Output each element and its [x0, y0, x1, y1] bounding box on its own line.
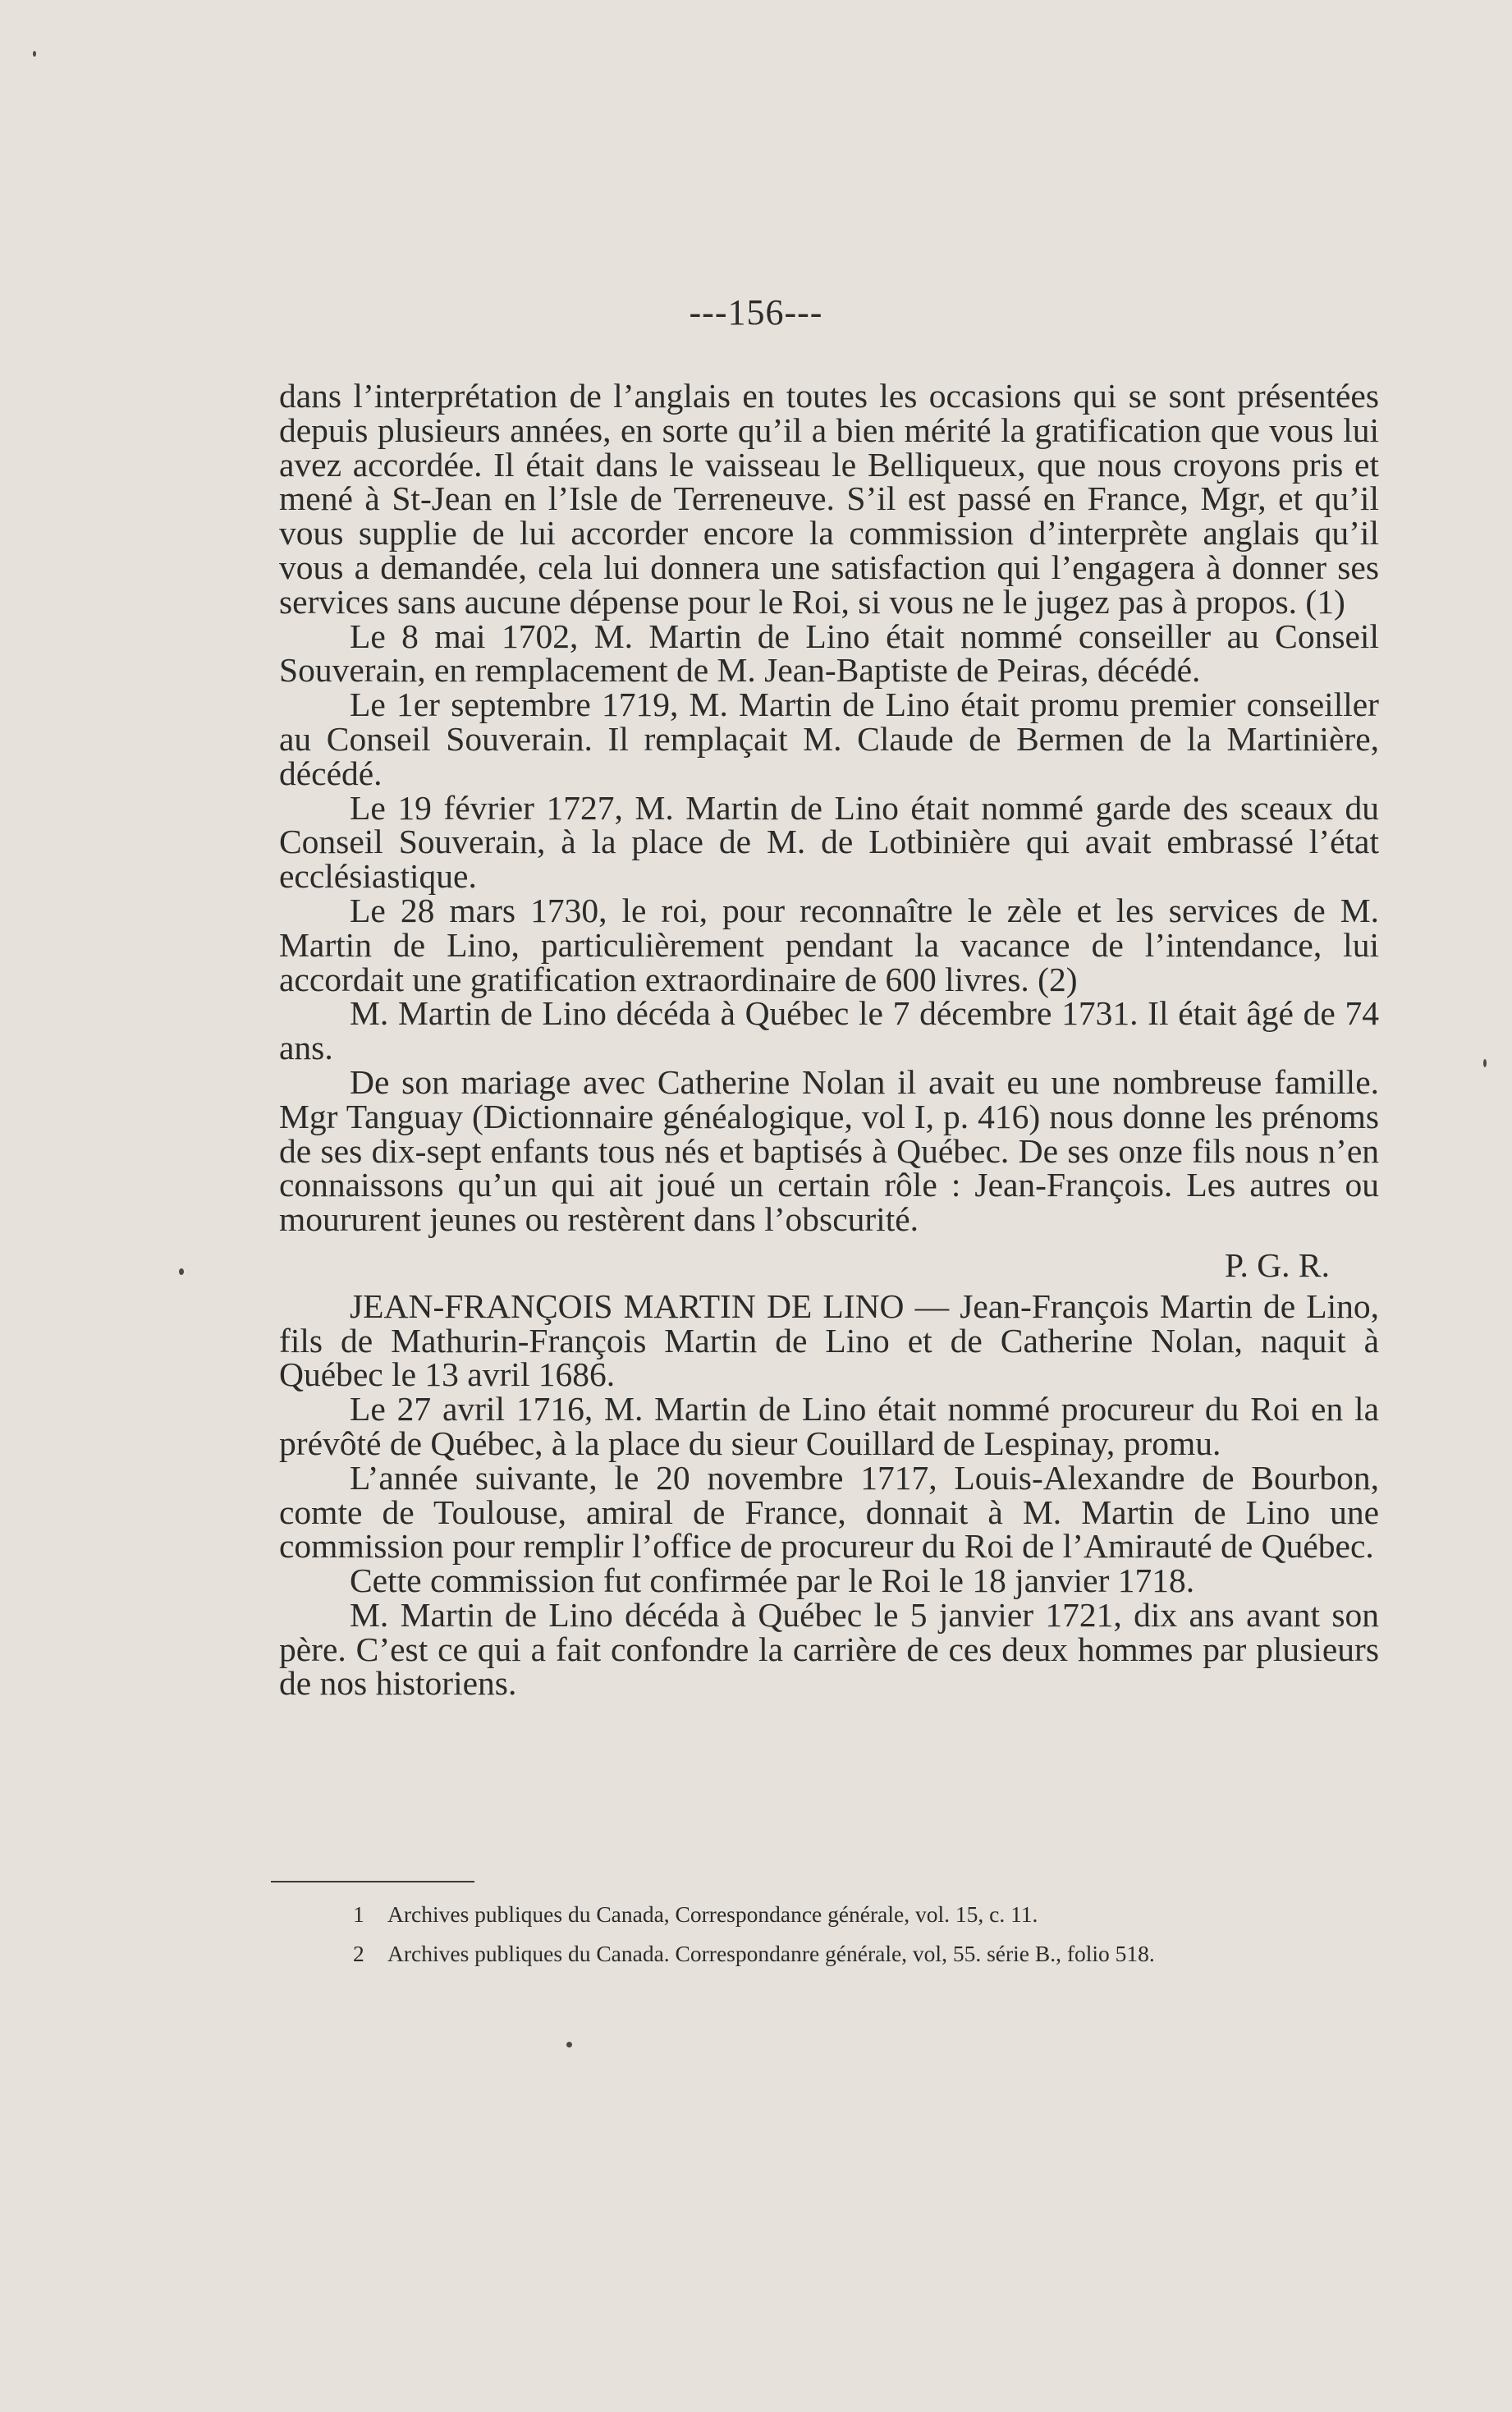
footnote-text: Archives publiques du Canada, Correspondance générale, vol. 15, c. 11.: [387, 1901, 1038, 1927]
paragraph: M. Martin de Lino décéda à Québec le 7 décembre 1731. Il était âgé de 74 ans.: [279, 994, 1379, 1067]
page-number: ---156---: [689, 292, 823, 332]
paper-speck: [179, 1268, 184, 1275]
paragraph: De son mariage avec Catherine Nolan il avait eu une nombreuse famille. Mgr Tanguay (Dictionnaire généalogique, vol I, p. 416) nous donne les prénoms de ses dix-sept enfants tous nés et baptisés à Québec. De ses onze fils nous n’en connaissons qu’un qui ait joué un certain rôle : Jean-François. Les autres ou moururent jeunes ou restèrent dans l’obscurité.: [279, 1062, 1379, 1239]
paragraph: Le 19 février 1727, M. Martin de Lino était nommé garde des sceaux du Conseil Souverain, à la place de M. de Lotbinière qui avait embrassé l’état ecclésiastique.: [279, 788, 1379, 896]
body-text: [279, 379, 1379, 1701]
paper-speck: [1483, 1059, 1487, 1067]
paragraph: L’année suivante, le 20 novembre 1717, Louis-Alexandre de Bourbon, comte de Toulouse, amiral de France, donnait à M. Martin de Lino une commission pour remplir l’office de procureur du Roi de l’Amirauté de Québec.: [279, 1458, 1379, 1566]
paragraph: dans l’interprétation de l’anglais en toutes les occasions qui se sont présentées depuis plusieurs années, en sorte qu’il a bien mérité la gratification que vous lui avez accordée. Il était dans le vaisseau le Belliqueux, que nous croyons pris et mené à St-Jean en l’Isle de Terreneuve. S’il est passé en France, Mgr, et qu’il vous supplie de lui accorder encore la commission d’interprète anglais qu’il vous a demandée, cela lui donnera une satisfaction qui l’engagera à donner ses services sans aucune dépense pour le Roi, si vous ne le jugez pas à propos. (1): [279, 377, 1379, 621]
paper-speck: [566, 2042, 572, 2047]
footnote-text: Archives publiques du Canada. Correspondanre générale, vol, 55. série B., folio 518.: [387, 1941, 1155, 1966]
paragraph: M. Martin de Lino décéda à Québec le 5 janvier 1721, dix ans avant son père. C’est ce qui a fait confondre la carrière de ces deux hommes par plusieurs de nos historiens.: [279, 1595, 1379, 1703]
footnote-number: 2: [353, 1941, 364, 1966]
paragraph: Le 27 avril 1716, M. Martin de Lino était nommé procureur du Roi en la prévôté de Québec, à la place du sieur Couillard de Lespinay, promu.: [279, 1390, 1379, 1462]
footnote-number: 1: [353, 1901, 364, 1927]
paragraph: Le 28 mars 1730, le roi, pour reconnaître le zèle et les services de M. Martin de Lino, particulièrement pendant la vacance de l’intendance, lui accordait une gratification extraordinaire de 600 livres. (2): [279, 891, 1379, 998]
footnote-divider: [271, 1881, 474, 1882]
footnotes: [353, 1895, 1379, 1974]
paper-speck: [33, 51, 36, 57]
footnote: [353, 1934, 1379, 1974]
footnote: [353, 1895, 1379, 1934]
paragraph: Cette commission fut confirmée par le Roi le 18 janvier 1718.: [350, 1561, 1195, 1600]
paragraph: JEAN-FRANÇOIS MARTIN DE LINO — Jean-François Martin de Lino, fils de Mathurin-François Martin de Lino et de Catherine Nolan, naquit à Québec le 13 avril 1686.: [279, 1286, 1379, 1394]
author-signature: P. G. R.: [1224, 1245, 1330, 1284]
paragraph: Le 8 mai 1702, M. Martin de Lino était nommé conseiller au Conseil Souverain, en remplacement de M. Jean-Baptiste de Peiras, décédé.: [279, 617, 1379, 690]
paragraph: Le 1er septembre 1719, M. Martin de Lino était promu premier conseiller au Conseil Souverain. Il remplaçait M. Claude de Bermen de la Martinière, décédé.: [279, 686, 1379, 792]
